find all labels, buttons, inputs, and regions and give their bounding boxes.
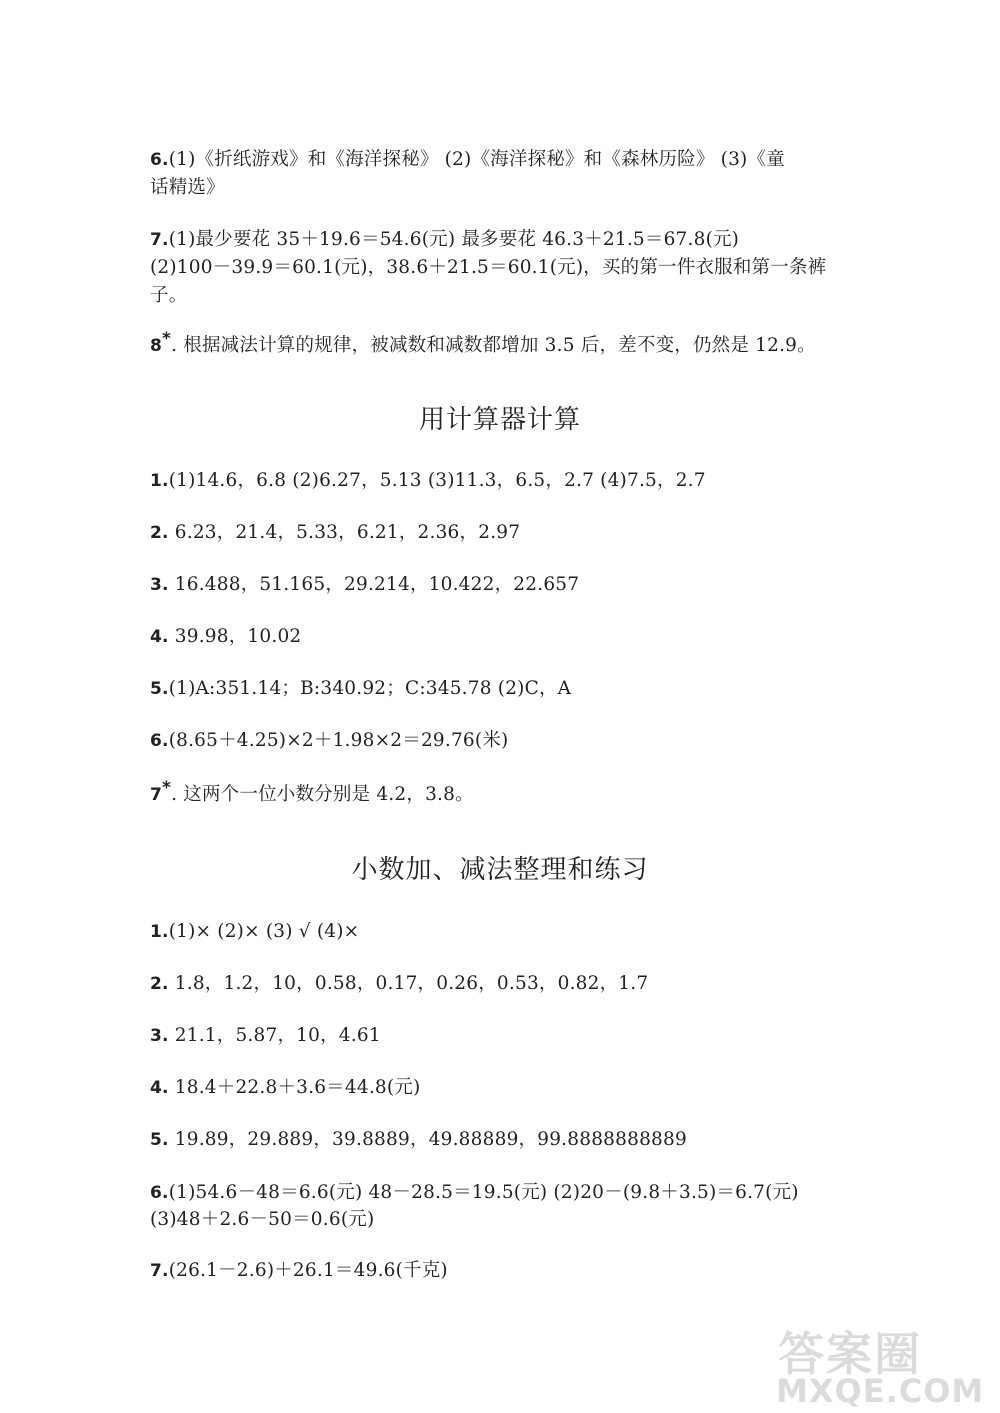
answer-prev-7 bbox=[150, 226, 739, 254]
item-text: (8.65＋4.25)×2＋1.98×2＝29.76(米) bbox=[168, 730, 509, 751]
answer-prev-6-cont: 话精选》 bbox=[150, 177, 225, 198]
answer-review-6 bbox=[150, 1179, 799, 1207]
item-text: (1)14.6，6.8 (2)6.27，5.13 (3)11.3，6.5，2.7 (4)7.5，2.7 bbox=[168, 470, 706, 491]
answer-calc-1 bbox=[150, 467, 706, 495]
section-title-calculator: 用计算器计算 bbox=[418, 405, 581, 435]
answer-calc-4 bbox=[150, 623, 301, 651]
item-number: 5. bbox=[150, 679, 169, 699]
item-text: (26.1－2.6)＋26.1＝49.6(千克) bbox=[168, 1260, 448, 1281]
answer-review-3 bbox=[150, 1022, 381, 1050]
item-text: (1)× (2)× (3) √ (4)× bbox=[168, 921, 360, 942]
challenge-star: * bbox=[162, 328, 172, 349]
answer-review-4 bbox=[150, 1074, 420, 1102]
item-text: 21.1，5.87，10，4.61 bbox=[168, 1025, 381, 1046]
item-number: 1. bbox=[150, 471, 169, 491]
answer-prev-8 bbox=[150, 328, 816, 360]
answer-review-2 bbox=[150, 970, 648, 998]
item-text: (1)最少要花 35＋19.6＝54.6(元) 最多要花 46.3＋21.5＝67.8(元) bbox=[168, 229, 740, 250]
answer-prev-7-cont: (2)100－39.9＝60.1(元)，38.6＋21.5＝60.1(元)，买的第一件衣服和第一条裤 bbox=[150, 257, 827, 278]
item-number: 3. bbox=[150, 1026, 169, 1046]
watermark-url: MXQE.COM bbox=[776, 1372, 985, 1410]
item-number: 3. bbox=[150, 575, 169, 595]
answer-review-1 bbox=[150, 918, 359, 946]
item-number: 8 bbox=[150, 336, 163, 356]
watermark-logo-text: 答案圈 bbox=[778, 1327, 922, 1381]
item-number: 6. bbox=[150, 1183, 169, 1203]
item-number: 7. bbox=[150, 230, 169, 250]
item-number: 6. bbox=[150, 150, 169, 170]
answer-calc-3 bbox=[150, 571, 579, 599]
answer-calc-6 bbox=[150, 727, 508, 755]
item-text: (1)A:351.14；B:340.92；C:345.78 (2)C，A bbox=[168, 678, 572, 699]
item-text: 39.98，10.02 bbox=[168, 626, 302, 647]
answer-calc-7 bbox=[150, 777, 474, 809]
item-text: . 根据减法计算的规律，被减数和减数都增加 3.5 后，差不变，仍然是 12.9。 bbox=[171, 335, 816, 356]
item-text: . 这两个一位小数分别是 4.2，3.8。 bbox=[171, 784, 474, 805]
answer-prev-6 bbox=[150, 146, 785, 174]
item-number: 7. bbox=[150, 1261, 169, 1281]
site-watermark bbox=[758, 1318, 988, 1413]
item-number: 2. bbox=[150, 974, 169, 994]
item-number: 4. bbox=[150, 627, 169, 647]
answer-prev-7-cont2: 子。 bbox=[150, 285, 188, 306]
item-number: 4. bbox=[150, 1078, 169, 1098]
item-number: 7 bbox=[150, 785, 163, 805]
section-title-review: 小数加、减法整理和练习 bbox=[351, 855, 649, 885]
answer-review-6-cont: (3)48＋2.6－50＝0.6(元) bbox=[150, 1209, 375, 1230]
item-text: (1)《折纸游戏》和《海洋探秘》 (2)《海洋探秘》和《森林历险》 (3)《童 bbox=[168, 149, 785, 170]
answer-review-5 bbox=[150, 1126, 687, 1154]
challenge-star: * bbox=[162, 777, 172, 798]
answer-calc-2 bbox=[150, 519, 520, 547]
answer-calc-5 bbox=[150, 675, 571, 703]
item-text: 18.4＋22.8＋3.6＝44.8(元) bbox=[168, 1077, 421, 1098]
item-number: 1. bbox=[150, 922, 169, 942]
item-number: 5. bbox=[150, 1130, 169, 1150]
item-text: 16.488，51.165，29.214，10.422，22.657 bbox=[168, 574, 580, 595]
item-number: 6. bbox=[150, 731, 169, 751]
item-text: 6.23，21.4，5.33，6.21，2.36，2.97 bbox=[168, 522, 521, 543]
item-text: 1.8，1.2，10，0.58，0.17，0.26，0.53，0.82，1.7 bbox=[168, 973, 649, 994]
item-number: 2. bbox=[150, 523, 169, 543]
answer-review-7 bbox=[150, 1257, 448, 1285]
item-text: (1)54.6－48＝6.6(元) 48－28.5＝19.5(元) (2)20－(9.8＋3.5)＝6.7(元) bbox=[168, 1182, 799, 1203]
item-text: 19.89，29.889，39.8889，49.88889，99.8888888889 bbox=[168, 1129, 687, 1150]
